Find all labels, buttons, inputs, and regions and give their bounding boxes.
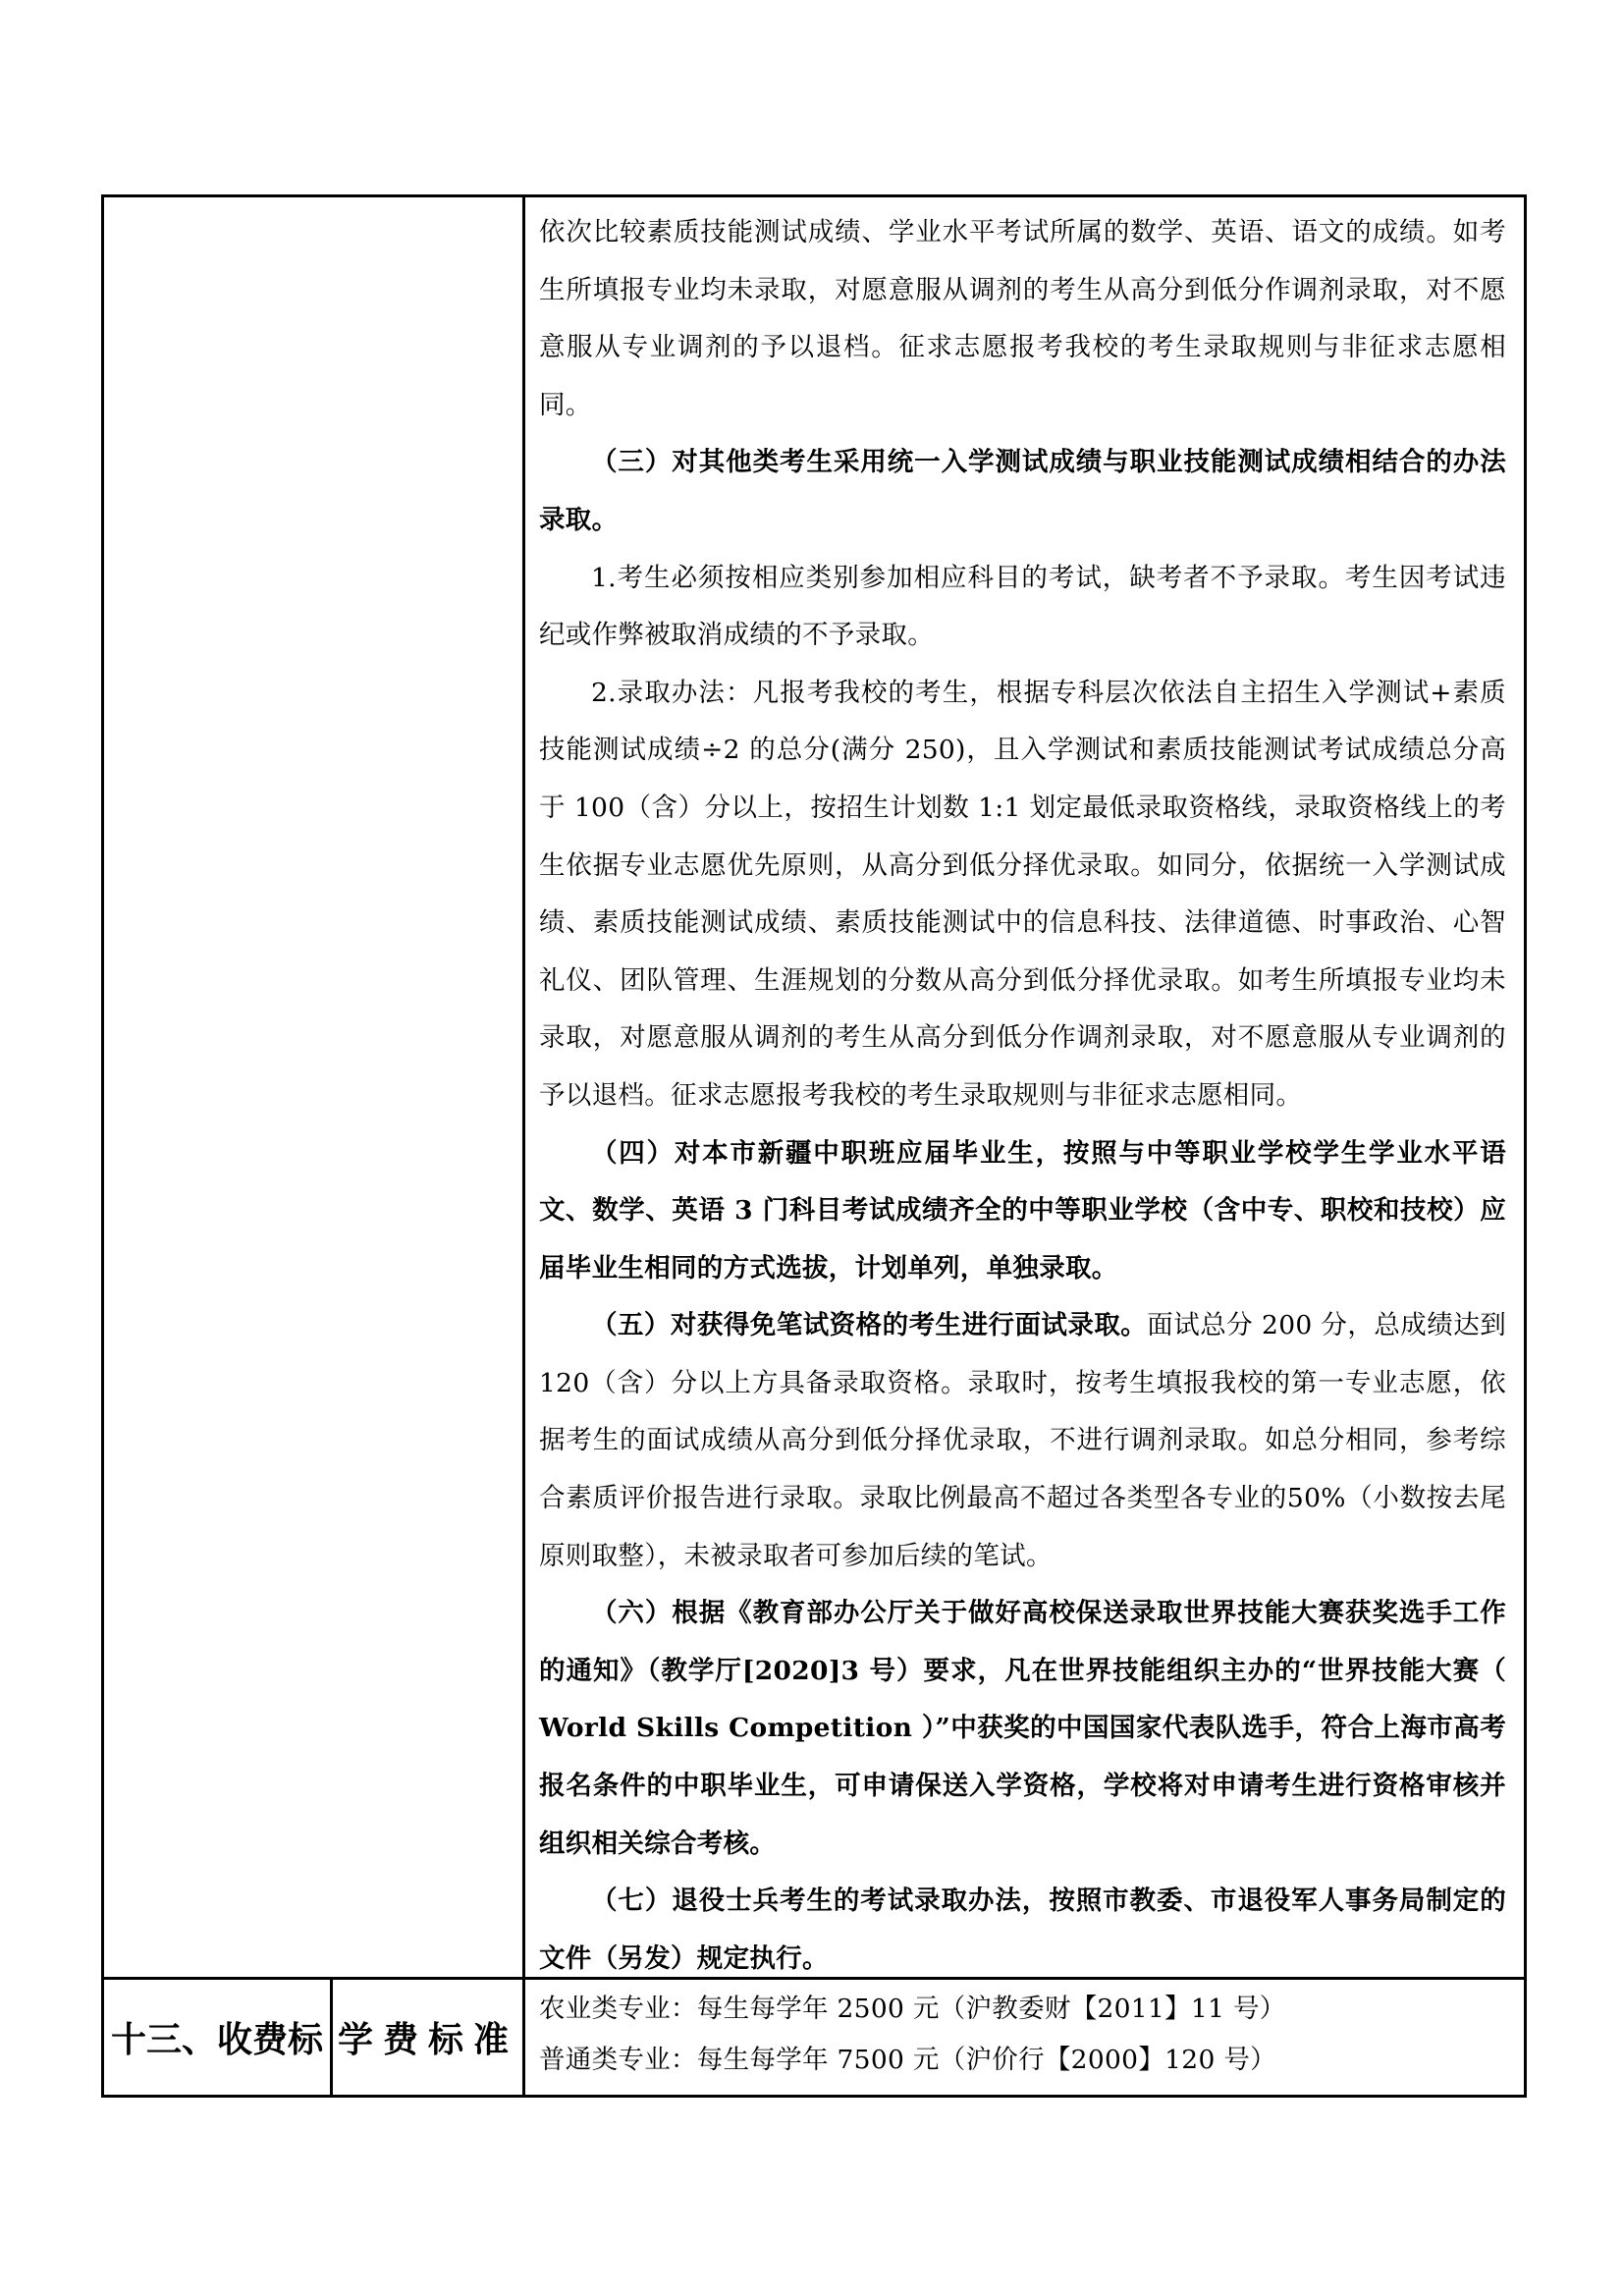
tuition-label: 学费标准 [337, 2019, 518, 2060]
tuition-line-general: 普通类专业：每生每学年 7500 元（沪价行【2000】120 号） [539, 2045, 1276, 2075]
tuition-line-agriculture: 农业类专业：每生每学年 2500 元（沪教委财【2011】11 号） [539, 1994, 1286, 2024]
rule-paragraph [539, 665, 1506, 1125]
rule-paragraph [539, 1297, 1506, 1585]
bold-text-segment: （三）对其他类考生采用统一入学测试成绩与职业技能测试成绩相结合的办法录取。 [539, 447, 1506, 535]
bold-text-segment: （六）根据《教育部办公厅关于做好高校保送录取世界技能大赛获奖选手工作的通知》（教学厅[2020]3 号）要求，凡在世界技能组织主办的“世界技能大赛（ World Skills Competition ）”中获奖的中国国家代表队选手，符合上海市高考报名条件的中职毕业生，可申请保送入学资格，学校将对申请考生进行资格审核并组织相关综合考核。 [539, 1598, 1506, 1859]
text-segment: 面试总分 200 分，总成绩达到 120（含）分以上方具备录取资格。录取时，按考生填报我校的第一专业志愿，依据考生的面试成绩从高分到低分择优录取，不进行调剂录取。如总分相同，参考综合素质评价报告进行录取。录取比例最高不超过各类型各专业的50%（小数按去尾原则取整），未被录取者可参加后续的笔试。 [539, 1310, 1506, 1571]
rule-paragraph [539, 1873, 1506, 1988]
bold-text-segment: （七）退役士兵考生的考试录取办法，按照市教委、市退役军人事务局制定的文件（另发）规定执行。 [539, 1886, 1506, 1974]
rule-paragraph [539, 1125, 1506, 1298]
rule-paragraph [539, 434, 1506, 549]
rule-paragraph [539, 204, 1506, 434]
bold-text-segment: （四）对本市新疆中职班应届毕业生，按照与中等职业学校学生学业水平语文、数学、英语 3 门科目考试成绩齐全的中等职业学校（含中专、职校和技校）应届毕业生相同的方式选拔，计划单列，单独录取。 [539, 1137, 1506, 1284]
text-segment: 依次比较素质技能测试成绩、学业水平考试所属的数学、英语、语文的成绩。如考生所填报专业均未录取，对愿意服从调剂的考生从高分到低分作调剂录取，对不愿意服从专业调剂的予以退档。征求志愿报考我校的考生录取规则与非征求志愿相同。 [539, 217, 1506, 420]
bold-text-segment: （五）对获得免笔试资格的考生进行面试录取。 [591, 1310, 1148, 1341]
fee-section-label: 十三、收费标 [110, 2019, 323, 2060]
column-divider-main [522, 194, 525, 2098]
rule-paragraph [539, 550, 1506, 665]
text-segment: 2.录取办法：凡报考我校的考生，根据专科层次依法自主招生入学测试+素质技能测试成绩÷2 的总分(满分 250)，且入学测试和素质技能测试考试成绩总分高于 100（含）分以上，按招生计划数 1:1 划定最低录取资格线，录取资格线上的考生依据专业志愿优先原则，从高分到低分择优录取。如同分，依据统一入学测试成绩、素质技能测试成绩、素质技能测试中的信息科技、法律道德、时事政治、心智礼仪、团队管理、生涯规划的分数从高分到低分择优录取。如考生所填报专业均未录取，对愿意服从调剂的考生从高分到低分作调剂录取，对不愿意服从专业调剂的予以退档。征求志愿报考我校的考生录取规则与非征求志愿相同。 [539, 677, 1506, 1111]
rule-paragraph [539, 1585, 1506, 1873]
text-segment: 1.考生必须按相应类别参加相应科目的考试，缺考者不予录取。考生因考试违纪或作弊被取消成绩的不予录取。 [539, 562, 1506, 651]
admission-rules-text [539, 204, 1506, 1988]
tuition-lines [539, 1984, 1511, 2086]
